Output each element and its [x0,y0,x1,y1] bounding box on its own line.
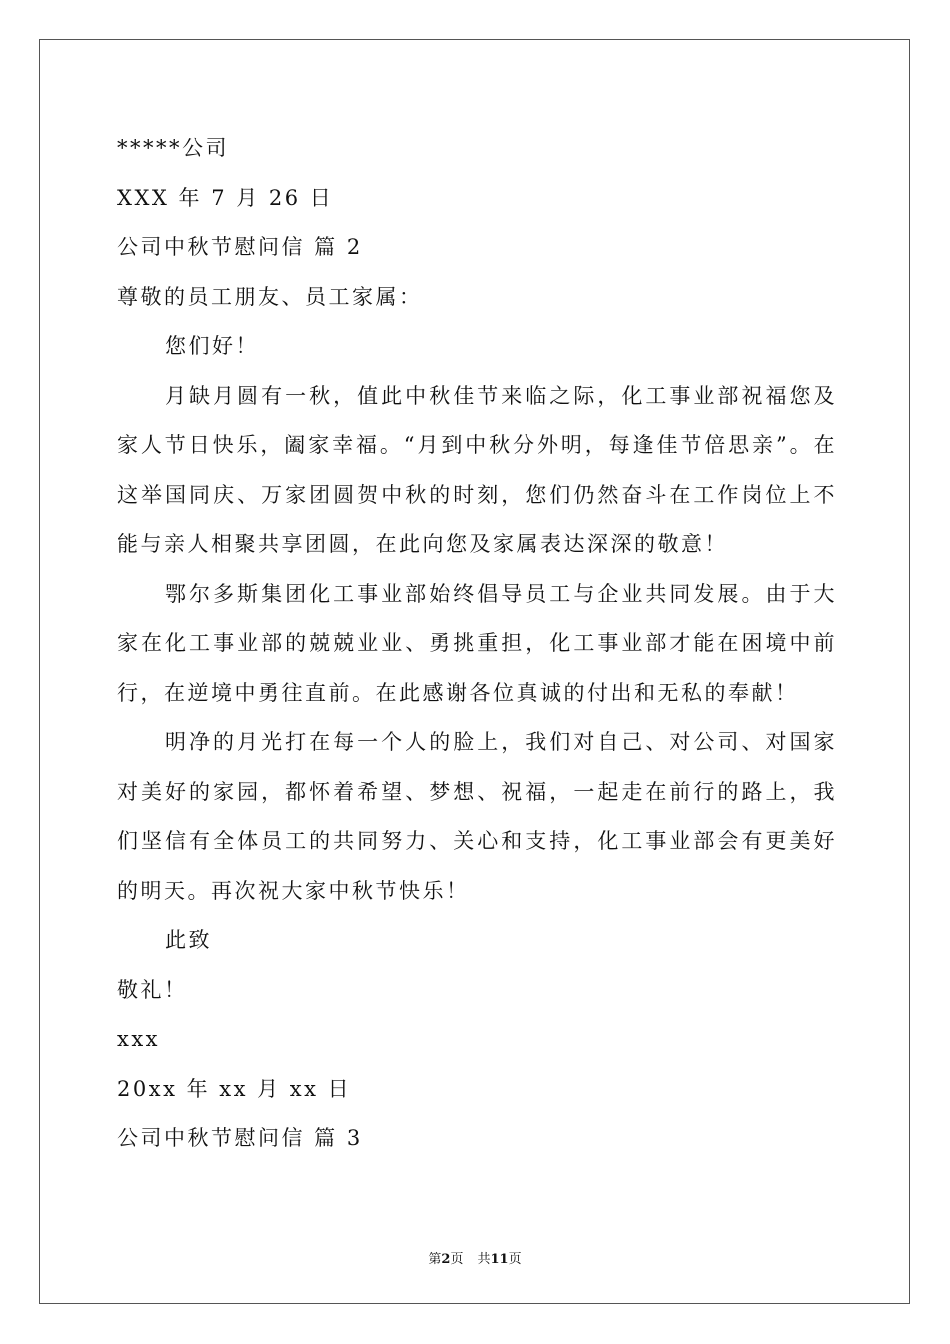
paragraph-3: 明净的月光打在每一个人的脸上，我们对自己、对公司、对国家对美好的家园，都怀着希望、梦想、祝福，一起走在前行的路上，我们坚信有全体员工的共同努力、关心和支持，化工事业部会有更美好的明天。再次祝大家中秋节快乐！ [117,730,837,903]
closing-line-1: 此致 [165,928,212,952]
sender-name: xxx [117,1027,161,1051]
footer-total-suffix: 页 [508,1252,522,1267]
greeting: 您们好！ [165,334,259,358]
paragraph-2: 鄂尔多斯集团化工事业部始终倡导员工与企业共同发展。由于大家在化工事业部的兢兢业业、勇挑重担，化工事业部才能在困境中前行，在逆境中勇往直前。在此感谢各位真诚的付出和无私的奉献！ [117,581,837,705]
signature-date: XXX 年 7 月 26 日 [117,185,334,210]
letter-heading-3: 公司中秋节慰问信 篇 3 [117,1126,363,1150]
sender-date: 20xx 年 xx 月 xx 日 [117,1076,352,1101]
closing-line-2: 敬礼！ [117,977,188,1002]
footer-page-suffix: 页 [450,1252,464,1267]
footer-page-current: 2 [441,1252,451,1267]
company-signature: *****公司 [117,136,229,160]
paragraph-1: 月缺月圆有一秋，值此中秋佳节来临之际，化工事业部祝福您及家人节日快乐，阖家幸福。“月到中秋分外明，每逢佳节倍思亲”。在这举国同庆、万家团圆贺中秋的时刻，您们仍然奋斗在工作岗位上不能与亲人相聚共享团圆，在此向您及家属表达深深的敬意！ [117,383,837,556]
letter-body [117,124,837,1164]
footer-total-prefix: 共 [477,1252,491,1267]
salutation: 尊敬的员工朋友、员工家属： [117,284,423,309]
footer-page-total: 11 [490,1252,509,1267]
footer-page-prefix: 第 [428,1252,442,1267]
page-footer [0,1248,950,1267]
letter-heading-2: 公司中秋节慰问信 篇 2 [117,235,363,259]
